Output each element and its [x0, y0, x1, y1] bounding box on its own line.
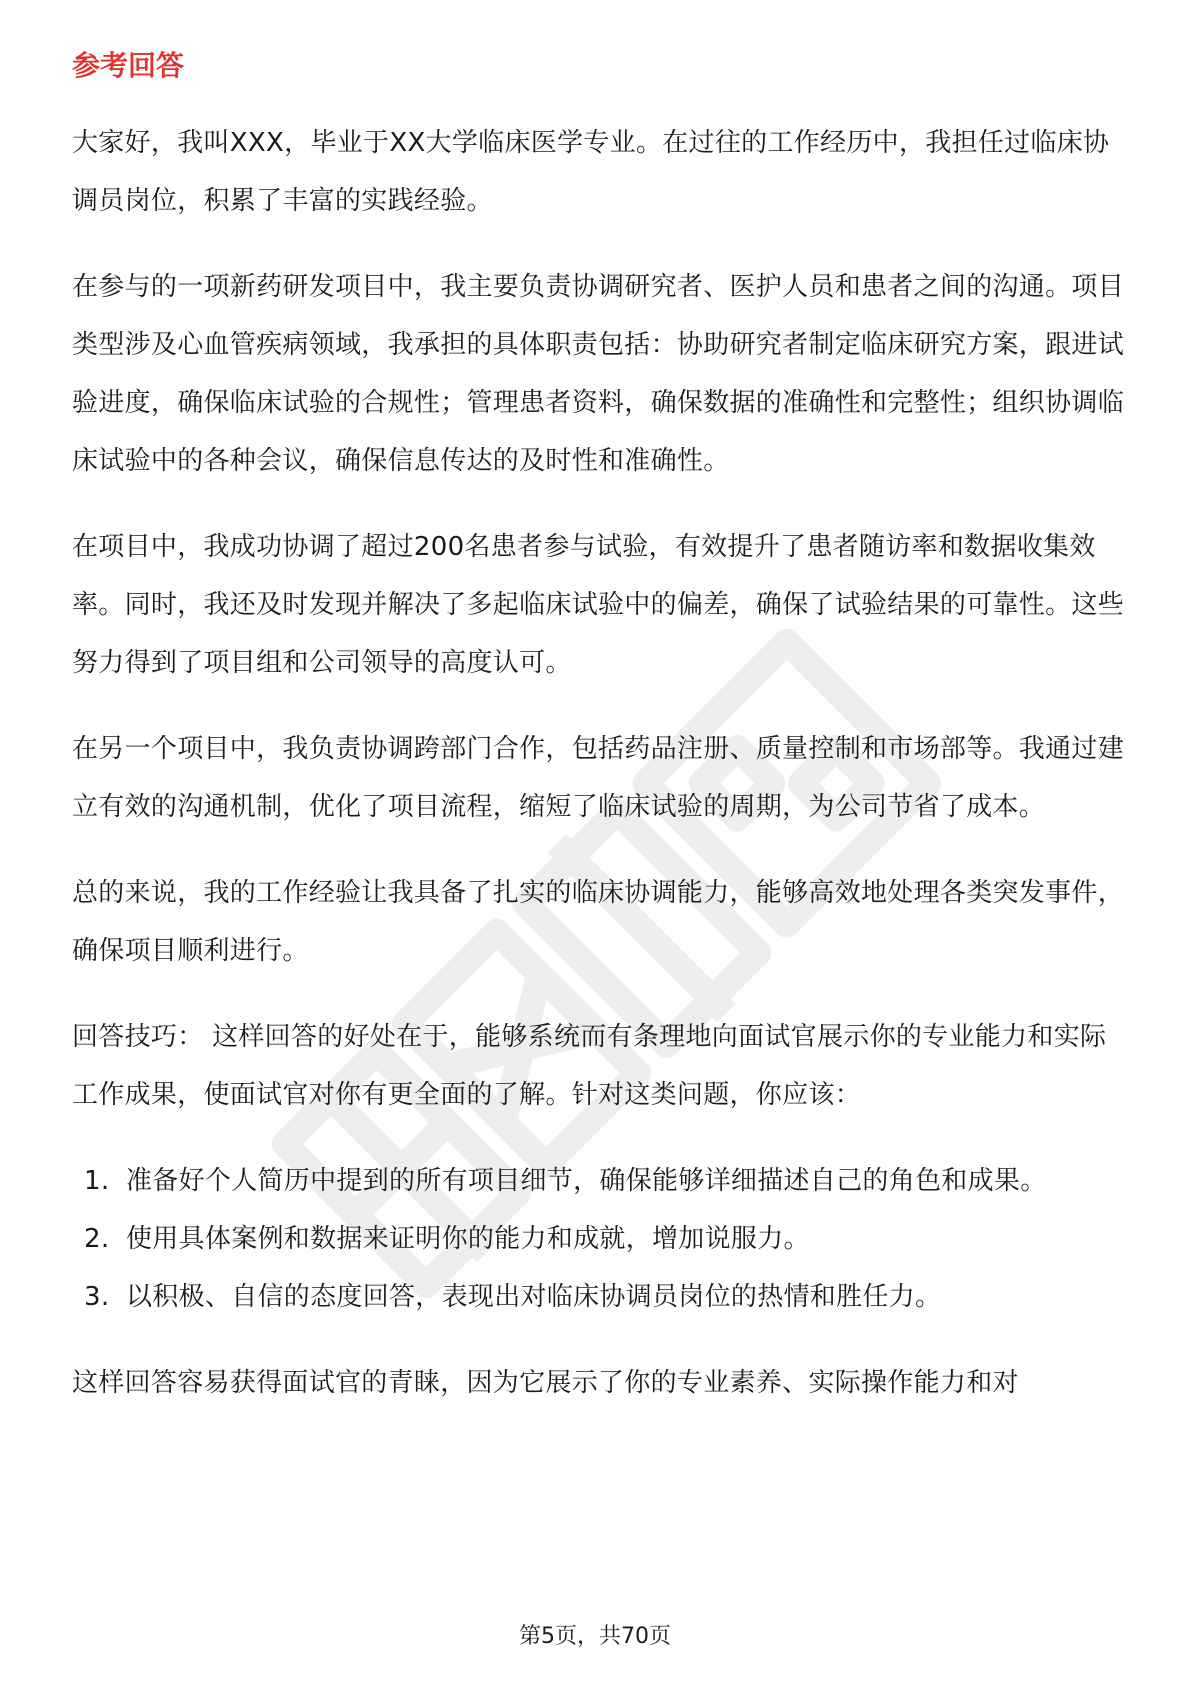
paragraph-project-one: 在参与的一项新药研发项目中，我主要负责协调研究者、医护人员和患者之间的沟通。项目类型涉及心血管疾病领域，我承担的具体职责包括：协助研究者制定临床研究方案，跟进试验进度，确保临床试验的合规性；管理患者资料，确保数据的准确性和完整性；组织协调临床试验中的各种会议，确保信息传达的及时性和准确性。	[72, 272, 1125, 476]
list-item-text: 以积极、自信的态度回答，表现出对临床协调员岗位的热情和胜任力。	[126, 1282, 942, 1312]
section-heading: 参考回答	[72, 49, 185, 82]
page-number-footer: 第5页，共70页	[519, 1624, 671, 1649]
list-item-text: 使用具体案例和数据来证明你的能力和成就，增加说服力。	[126, 1224, 810, 1254]
list-item	[72, 1210, 1124, 1268]
list-item-number: 2.	[84, 1224, 110, 1254]
list-item-number: 3.	[84, 1282, 110, 1312]
list-item	[72, 1268, 1124, 1326]
paragraph-intro: 大家好，我叫XXX，毕业于XX大学临床医学专业。在过往的工作经历中，我担任过临床协调员岗位，积累了丰富的实践经验。	[72, 128, 1110, 216]
list-item	[72, 1152, 1124, 1210]
list-item-number: 1.	[84, 1166, 110, 1196]
paragraph-closing: 这样回答容易获得面试官的青睐，因为它展示了你的专业素养、实际操作能力和对	[72, 1368, 1019, 1398]
list-item-text: 准备好个人简历中提到的所有项目细节，确保能够详细描述自己的角色和成果。	[126, 1166, 1047, 1196]
paragraph-answer-tips: 回答技巧： 这样回答的好处在于，能够系统而有条理地向面试官展示你的专业能力和实际工作成果，使面试官对你有更全面的了解。针对这类问题，你应该：	[72, 1022, 1107, 1110]
paragraph-summary: 总的来说，我的工作经验让我具备了扎实的临床协调能力，能够高效地处理各类突发事件，确保项目顺利进行。	[72, 878, 1125, 966]
paragraph-achievements: 在项目中，我成功协调了超过200名患者参与试验，有效提升了患者随访率和数据收集效率。同时，我还及时发现并解决了多起临床试验中的偏差，确保了试验结果的可靠性。这些努力得到了项目组和公司领导的高度认可。	[72, 532, 1125, 678]
document-body	[72, 46, 1124, 1440]
tips-list	[72, 1152, 1124, 1326]
paragraph-project-two: 在另一个项目中，我负责协调跨部门合作，包括药品注册、质量控制和市场部等。我通过建立有效的沟通机制，优化了项目流程，缩短了临床试验的周期，为公司节省了成本。	[72, 734, 1125, 822]
